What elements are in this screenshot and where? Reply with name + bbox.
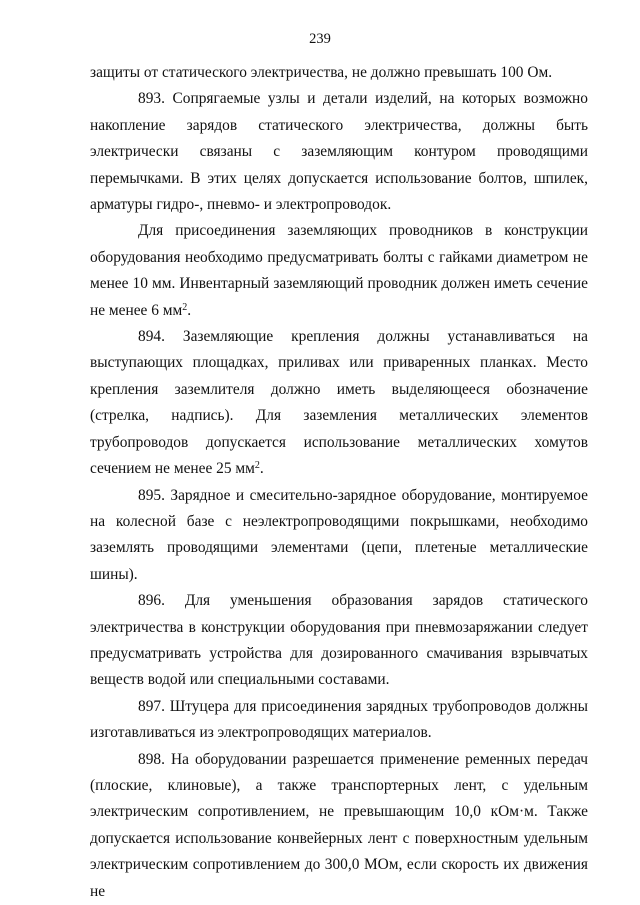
paragraph-text: 893. Сопрягаемые узлы и детали изделий, на которых возможно накопление зарядов статического электричества, должны быть электрически связаны с заземляющим контуром проводящими перемычками. В этих целях допускается использование болтов, шпилек, арматуры гидро-, пневмо- и электропроводок. [90,90,588,214]
paragraph-893 [90,86,588,218]
paragraph-text: 898. На оборудовании разрешается применение ременных передач (плоские, клиновые), а также транспортерных лент, с удельным электрическим сопротивлением, не превышающим 10,0 кОм·м. Также допускается использование конвейерных лент с поверхностным удельным электрическим сопротивлением до 300,0 МОм, если скорость их движения не [90,750,588,900]
paragraph-text: 896. Для уменьшения образования зарядов статического электричества в конструкции оборудования при пневмозаряжании следует предусматривать устройства для дозированного смачивания взрывчатых веществ водой или специальными составами. [90,592,588,689]
page-number: 239 [309,31,331,47]
paragraph-896 [90,588,588,694]
document-body [90,60,588,905]
paragraph-continuation [90,60,588,86]
paragraph-895 [90,483,588,589]
paragraph-grounding-bolts [90,218,588,324]
paragraph-tail: . [187,301,192,319]
superscript: 2 [254,460,260,472]
paragraph-tail: . [259,460,264,478]
paragraph-894 [90,324,588,482]
paragraph-text: Для присоединения заземляющих проводников в конструкции оборудования необходимо предусматривать болты с гайками диаметром не менее 10 мм. Инвентарный заземляющий проводник должен иметь сечение не менее 6 мм [90,222,588,319]
paragraph-898 [90,747,588,905]
paragraph-text: 894. Заземляющие крепления должны устанавливаться на выступающих площадках, приливах или приваренных планках. Место крепления заземлителя должно иметь выделяющееся обозначение (стрелка, надпись). Для заземления металлических элементов трубопроводов допускается использование металлических хомутов сечением не менее 25 мм [90,328,588,478]
paragraph-text: 895. Зарядное и смесительно-зарядное оборудование, монтируемое на колесной базе с неэлектропроводящими покрышками, необходимо заземлять проводящими элементами (цепи, плетеные металлические шины). [90,486,588,583]
paragraph-897 [90,694,588,747]
superscript: 2 [182,301,188,313]
paragraph-text: защиты от статического электричества, не должно превышать 100 Ом. [90,64,553,81]
paragraph-text: 897. Штуцера для присоединения зарядных трубопроводов должны изготавливаться из электропроводящих материалов. [90,697,588,742]
